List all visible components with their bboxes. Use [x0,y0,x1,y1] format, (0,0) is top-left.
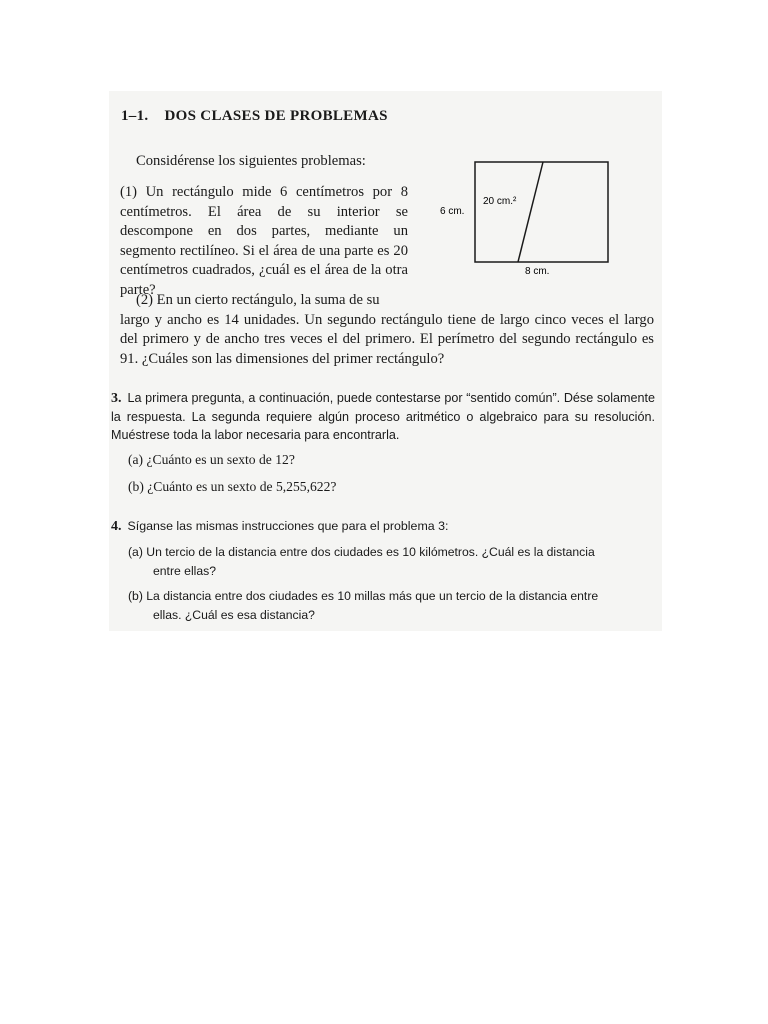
exercise-3b: (b) ¿Cuánto es un sexto de 5,255,622? [128,479,337,494]
exercise-4a-line2: entre ellas? [153,564,217,578]
exercise-4a-line1: (a) Un tercio de la distancia entre dos ciudades es 10 kilómetros. ¿Cuál es la distancia [128,545,595,559]
exercise-4-number: 4. [111,519,122,534]
exercise-4b-line1: (b) La distancia entre dos ciudades es 10 millas más que un tercio de la distancia entre [128,589,599,603]
exercise-3 [111,389,655,444]
problem-2-rest: largo y ancho es 14 unidades. Un segundo rectángulo tiene de largo cinco veces el largo del primero y de ancho tres veces el del primero. El perímetro del segundo rectángulo es 91. ¿Cuáles son las dimensiones del primer rectángulo? [120,311,654,367]
section-title: DOS CLASES DE PROBLEMAS [164,108,388,124]
rectangle-outline [475,162,608,262]
problem-1-body: (1) Un rectángulo mide 6 centímetros por 8 centímetros. El área de su interior se descompone en dos partes, mediante un segmento rectilíneo. Si el área de una parte es 20 centímetros cuadrados, ¿cuál es el área de la otra parte? [120,184,408,298]
problem-2-first-line: (2) En un cierto rectángulo, la suma de su [136,292,380,308]
section-number: 1–1. [121,108,149,124]
exercise-3-text: La primera pregunta, a continuación, puede contestarse por “sentido común”. Dése solamente la respuesta. La segunda requiere algún proceso aritmético o algebraico para su resolución. Muéstrese toda la labor necesaria para encontrarla. [111,391,655,442]
intro-text: Considérense los siguientes problemas: [136,153,366,169]
exercise-3-number: 3. [111,391,122,406]
dividing-segment [518,162,543,262]
exercise-4b-line2: ellas. ¿Cuál es esa distancia? [153,608,315,622]
problem-1-text [120,183,408,300]
problem-2-text [120,291,654,369]
area-label: 20 cm.² [483,196,517,207]
exercise-3a: (a) ¿Cuánto es un sexto de 12? [128,452,295,467]
exercise-4-text: Síganse las mismas instrucciones que para el problema 3: [127,519,449,533]
section-heading [121,108,388,125]
width-label: 8 cm. [525,266,550,277]
exercise-4 [111,517,655,536]
rectangle-diagram [440,150,620,280]
height-label: 6 cm. [440,206,465,217]
